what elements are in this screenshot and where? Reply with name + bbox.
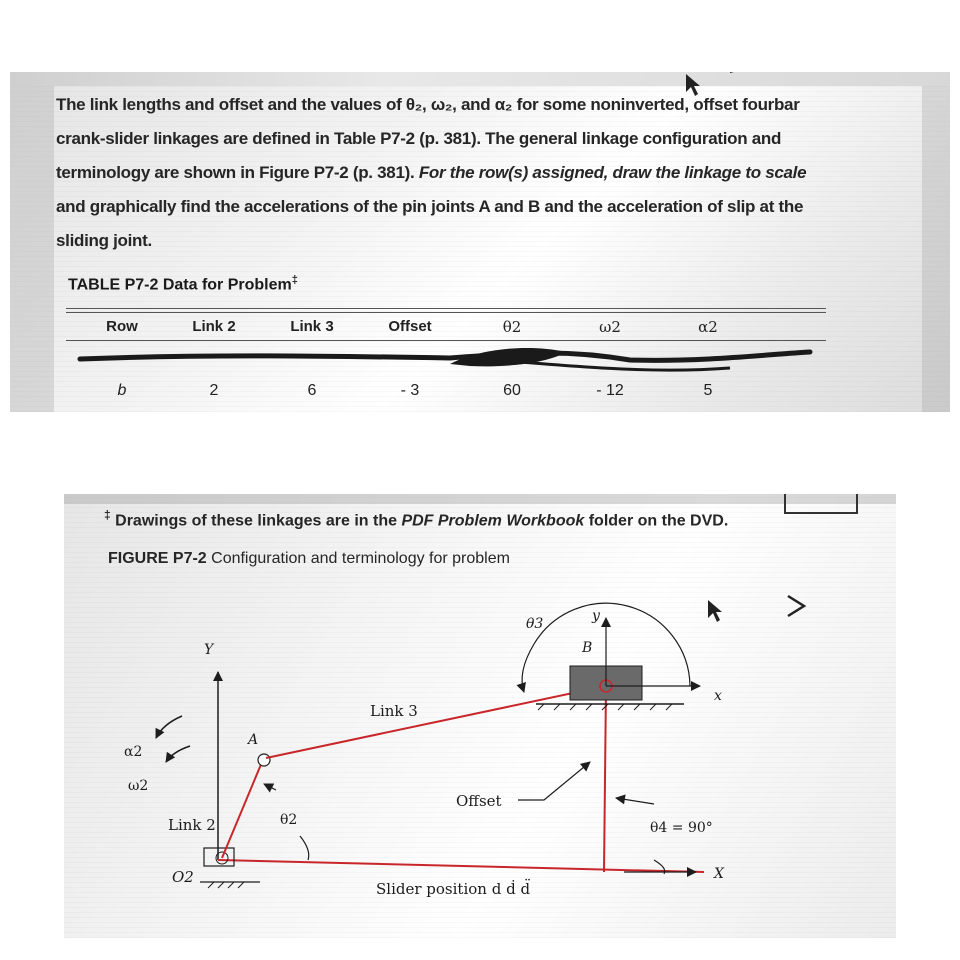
offset-pointer bbox=[518, 762, 590, 800]
label-theta4: θ4 = 90° bbox=[650, 820, 713, 836]
label-theta3: θ3 bbox=[526, 616, 544, 632]
problem-line-2: crank-slider linkages are defined in Table P7-2 (p. 381). The general linkage configuration and bbox=[56, 129, 782, 148]
cell-theta2-b: 60 bbox=[503, 382, 521, 399]
footnote-italic: PDF Problem Workbook bbox=[401, 512, 585, 530]
marker-scribble bbox=[10, 72, 950, 412]
col-header-link2: Link 2 bbox=[192, 318, 236, 335]
label-link-3: Link 3 bbox=[370, 702, 418, 720]
label-o2: O2 bbox=[172, 868, 194, 886]
label-omega2: ω2 bbox=[128, 778, 149, 794]
col-header-alpha2: α2 bbox=[698, 318, 718, 336]
mouse-pointer-icon bbox=[682, 72, 702, 98]
slider-position-line bbox=[218, 860, 704, 872]
label-x-axis: X bbox=[714, 866, 724, 882]
table-title-mark: ‡ bbox=[291, 274, 298, 286]
problem-line-3-italic: For the row(s) assigned, draw the linkage to scale bbox=[418, 163, 807, 182]
chevron-right-icon bbox=[788, 596, 804, 616]
problem-line-3-regular: terminology are shown in Figure P7-2 (p. 381). bbox=[56, 163, 419, 182]
col-header-omega2: ω2 bbox=[599, 318, 621, 336]
label-y-small: y bbox=[592, 608, 600, 624]
col-header-offset: Offset bbox=[388, 318, 432, 335]
col-header-row: Row bbox=[106, 318, 138, 335]
cell-row-b: b bbox=[117, 382, 127, 399]
footnote-mark: ‡ bbox=[104, 508, 111, 522]
figure-caption-text: Configuration and terminology for problem bbox=[206, 550, 510, 567]
cell-offset-b: - 3 bbox=[400, 382, 420, 399]
slider-block bbox=[536, 666, 684, 710]
cell-omega2-b: - 12 bbox=[596, 382, 624, 399]
linkage-diagram bbox=[64, 494, 896, 938]
col-header-link3: Link 3 bbox=[290, 318, 334, 335]
theta2-arc bbox=[300, 836, 309, 860]
theta2-pointer bbox=[264, 784, 276, 790]
label-link-2: Link 2 bbox=[168, 816, 216, 834]
label-theta2: θ2 bbox=[280, 812, 298, 828]
table-title-text: TABLE P7-2 Data for Problem bbox=[68, 276, 292, 294]
problem-line-4: and graphically find the accelerations of the pin joints A and B and the acceleration of slip at the bbox=[56, 197, 804, 216]
omega2-arrow bbox=[166, 746, 190, 762]
problem-line-1: The link lengths and offset and the values of θ₂, ω₂, and α₂ for some noninverted, offset fourbar bbox=[56, 95, 800, 114]
ground-pivot-o2 bbox=[200, 848, 260, 888]
problem-photo bbox=[10, 72, 950, 412]
link-2 bbox=[222, 762, 262, 858]
alpha2-arrow bbox=[156, 716, 182, 738]
pin-a bbox=[258, 754, 270, 766]
mouse-pointer-icon bbox=[708, 600, 722, 622]
problem-line-5: sliding joint. bbox=[56, 231, 152, 250]
label-offset: Offset bbox=[456, 792, 502, 810]
footnote-end: folder on the DVD. bbox=[584, 512, 729, 530]
label-b: B bbox=[582, 640, 593, 656]
offset-line bbox=[604, 686, 606, 872]
col-header-theta2: θ2 bbox=[502, 318, 522, 336]
theta3-arc bbox=[522, 644, 534, 692]
link-3 bbox=[266, 686, 606, 758]
footnote-text: Drawings of these linkages are in the bbox=[110, 512, 402, 530]
label-a: A bbox=[248, 732, 259, 748]
label-x-small: x bbox=[714, 688, 722, 704]
figure-photo bbox=[64, 494, 896, 938]
cell-link3-b: 6 bbox=[307, 382, 317, 399]
theta4-pointer bbox=[616, 798, 654, 804]
label-slider-position: Slider position d ḋ d̈ bbox=[376, 880, 531, 898]
label-y-axis: Y bbox=[204, 642, 214, 658]
cell-link2-b: 2 bbox=[209, 382, 219, 399]
label-alpha2: α2 bbox=[124, 744, 143, 760]
cell-alpha2-b: 5 bbox=[703, 382, 713, 399]
figure-caption-label: FIGURE P7-2 bbox=[108, 550, 207, 567]
